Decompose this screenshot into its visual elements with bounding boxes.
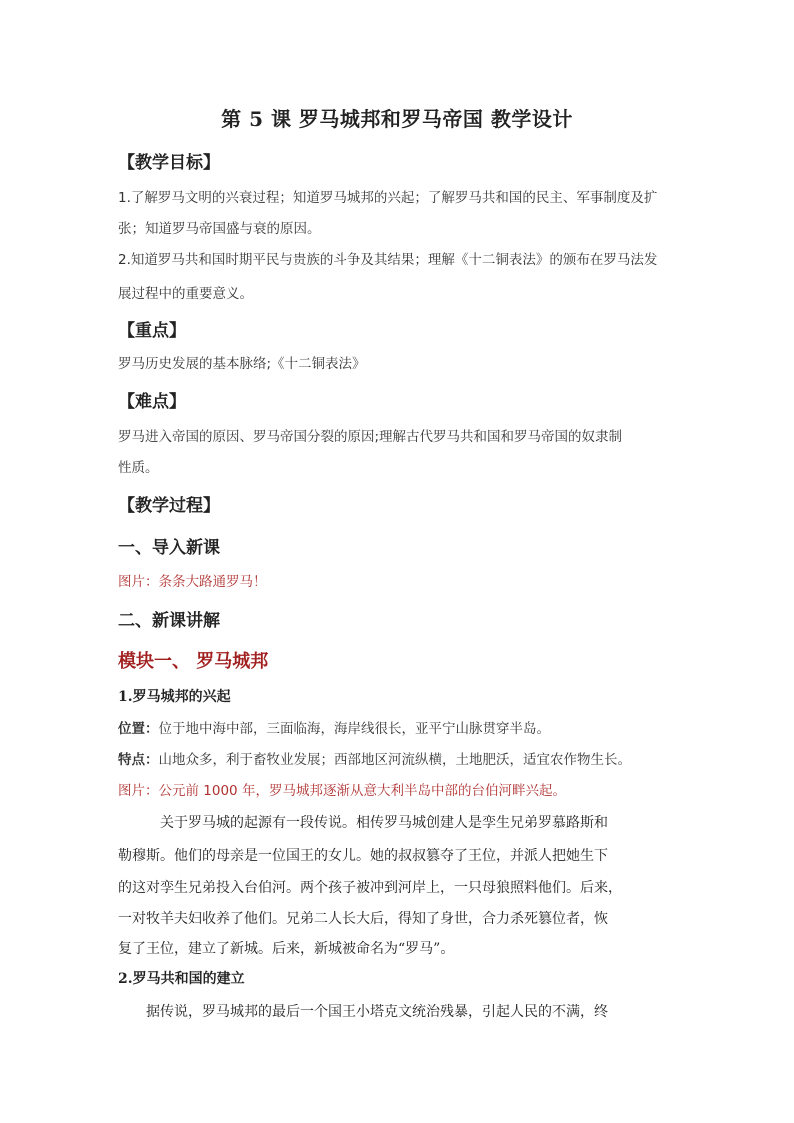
feature-label: 特点： xyxy=(118,752,159,768)
republic-founding-heading: 2.罗马共和国的建立 xyxy=(118,971,245,987)
feature-text: 山地众多，利于畜牧业发展；西部地区河流纵横，土地肥沃，适宜农作物生长。 xyxy=(158,752,631,768)
difficulties-heading: 【难点】 xyxy=(118,392,186,412)
location-label: 位置： xyxy=(118,721,159,737)
difficulties-line-1: 罗马进入帝国的原因、罗马帝国分裂的原因;理解古代罗马共和国和罗马帝国的奴隶制 xyxy=(118,429,623,445)
process-heading: 【教学过程】 xyxy=(118,496,220,516)
legend-paragraph-line-1: 关于罗马城的起源有一段传说。相传罗马城创建人是孪生兄弟罗慕路斯和 xyxy=(160,815,608,831)
objectives-line-2: 张；知道罗马帝国盛与衰的原因。 xyxy=(118,221,321,237)
objectives-line-3: 2.知道罗马共和国时期平民与贵族的斗争及其结果；理解《十二铜表法》的颁布在罗马法发 xyxy=(118,252,658,268)
rise-of-rome-heading: 1.罗马城邦的兴起 xyxy=(118,689,231,705)
image-caption-rome: 图片：公元前 1000 年，罗马城邦逐渐从意大利半岛中部的台伯河畔兴起。 xyxy=(118,783,566,799)
key-points-heading: 【重点】 xyxy=(118,321,186,341)
location-text: 位于地中海中部，三面临海，海岸线很长，亚平宁山脉贯穿半岛。 xyxy=(158,721,550,737)
feature-line xyxy=(118,748,631,768)
new-lesson-heading: 二、新课讲解 xyxy=(118,611,220,631)
module-1-heading: 模块一、 罗马城邦 xyxy=(118,651,269,672)
legend-paragraph-line-3: 的这对孪生兄弟投入台伯河。两个孩子被冲到河岸上，一只母狼照料他们。后来， xyxy=(118,880,622,896)
objectives-heading: 【教学目标】 xyxy=(118,153,220,173)
page-title: 第 5 课 罗马城邦和罗马帝国 教学设计 xyxy=(221,107,573,131)
legend-paragraph-line-5: 复了王位，建立了新城。后来，新城被命名为“罗马”。 xyxy=(118,941,455,957)
location-line xyxy=(118,717,550,737)
legend-paragraph-line-2: 勒穆斯。他们的母亲是一位国王的女儿。她的叔叔篡夺了王位，并派人把她生下 xyxy=(118,848,608,864)
key-points-text: 罗马历史发展的基本脉络;《十二铜表法》 xyxy=(118,356,366,372)
objectives-line-1: 1.了解罗马文明的兴衰过程；知道罗马城邦的兴起；了解罗马共和国的民主、军事制度及扩 xyxy=(118,190,658,206)
intro-image-caption: 图片：条条大路通罗马！ xyxy=(118,574,267,590)
republic-paragraph-line-1: 据传说，罗马城邦的最后一个国王小塔克文统治残暴，引起人民的不满，终 xyxy=(146,1004,608,1020)
difficulties-line-2: 性质。 xyxy=(118,460,159,476)
objectives-line-4: 展过程中的重要意义。 xyxy=(118,286,253,302)
legend-paragraph-line-4: 一对牧羊夫妇收养了他们。兄弟二人长大后，得知了身世，合力杀死篡位者，恢 xyxy=(118,911,608,927)
intro-heading: 一、导入新课 xyxy=(118,538,220,558)
